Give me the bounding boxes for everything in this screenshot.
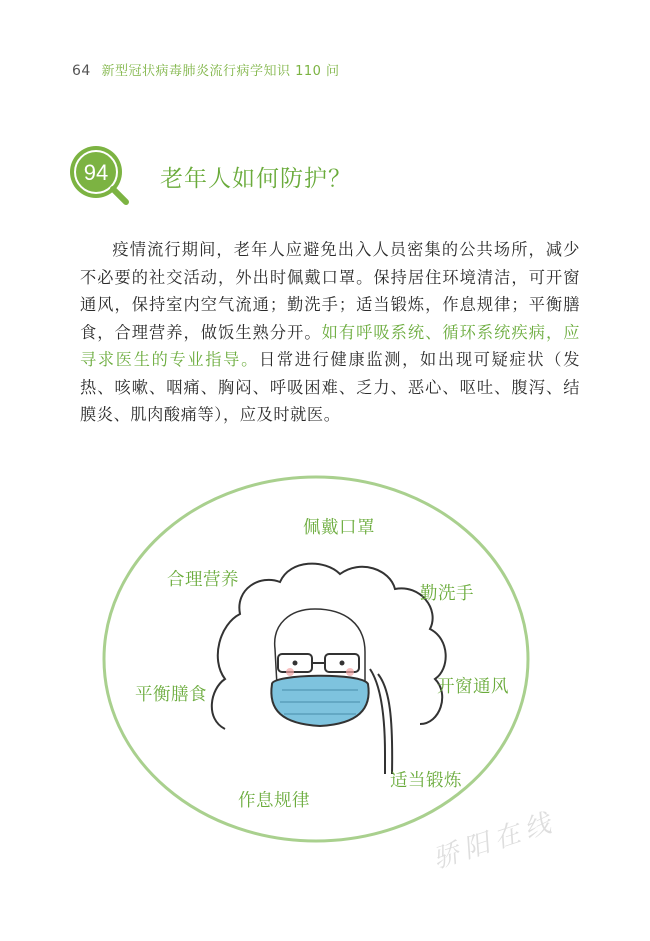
face-mask (271, 676, 368, 726)
label-diet: 平衡膳食 (135, 685, 207, 705)
magnifier-badge-icon (66, 142, 132, 208)
illustration (100, 474, 532, 844)
running-header (72, 60, 340, 79)
question-number: 94 (83, 160, 109, 185)
body-text-after: 日常进行健康监测，如出现可疑症状（发热、咳嗽、咽痛、胸闷、呼吸困难、乏力、恶心、呕吐、腹泻、结膜炎、肌肉酸痛等），应及时就医。 (80, 350, 580, 424)
question-number-badge (66, 142, 132, 208)
book-title: 新型冠状病毒肺炎流行病学知识 110 问 (101, 64, 340, 79)
body-text-before: 疫情流行期间，老年人应避免出入人员密集的公共场所，减少不必要的社交活动，外出时佩戴口罩。保持居住环境清洁，可开窗通风，保持室内空气流通；勤洗手；适当锻炼，作息规律；平衡膳食，合理营养，做饭生熟分开。 (80, 240, 580, 342)
label-handwash: 勤洗手 (420, 584, 474, 604)
page-number: 64 (72, 63, 91, 79)
question-title: 老年人如何防护？ (160, 166, 352, 192)
label-exercise: 适当锻炼 (390, 771, 462, 791)
body-text-highlight: 如有呼吸系统、循环系统疾病，应寻求医生的专业指导。 (80, 322, 580, 369)
label-mask: 佩戴口罩 (303, 518, 375, 538)
label-nutrition: 合理营养 (167, 570, 239, 590)
watermark: 骄阳在线 (429, 806, 561, 875)
label-routine: 作息规律 (238, 791, 310, 811)
body-paragraph (80, 236, 580, 429)
label-ventilation: 开窗通风 (437, 677, 509, 697)
